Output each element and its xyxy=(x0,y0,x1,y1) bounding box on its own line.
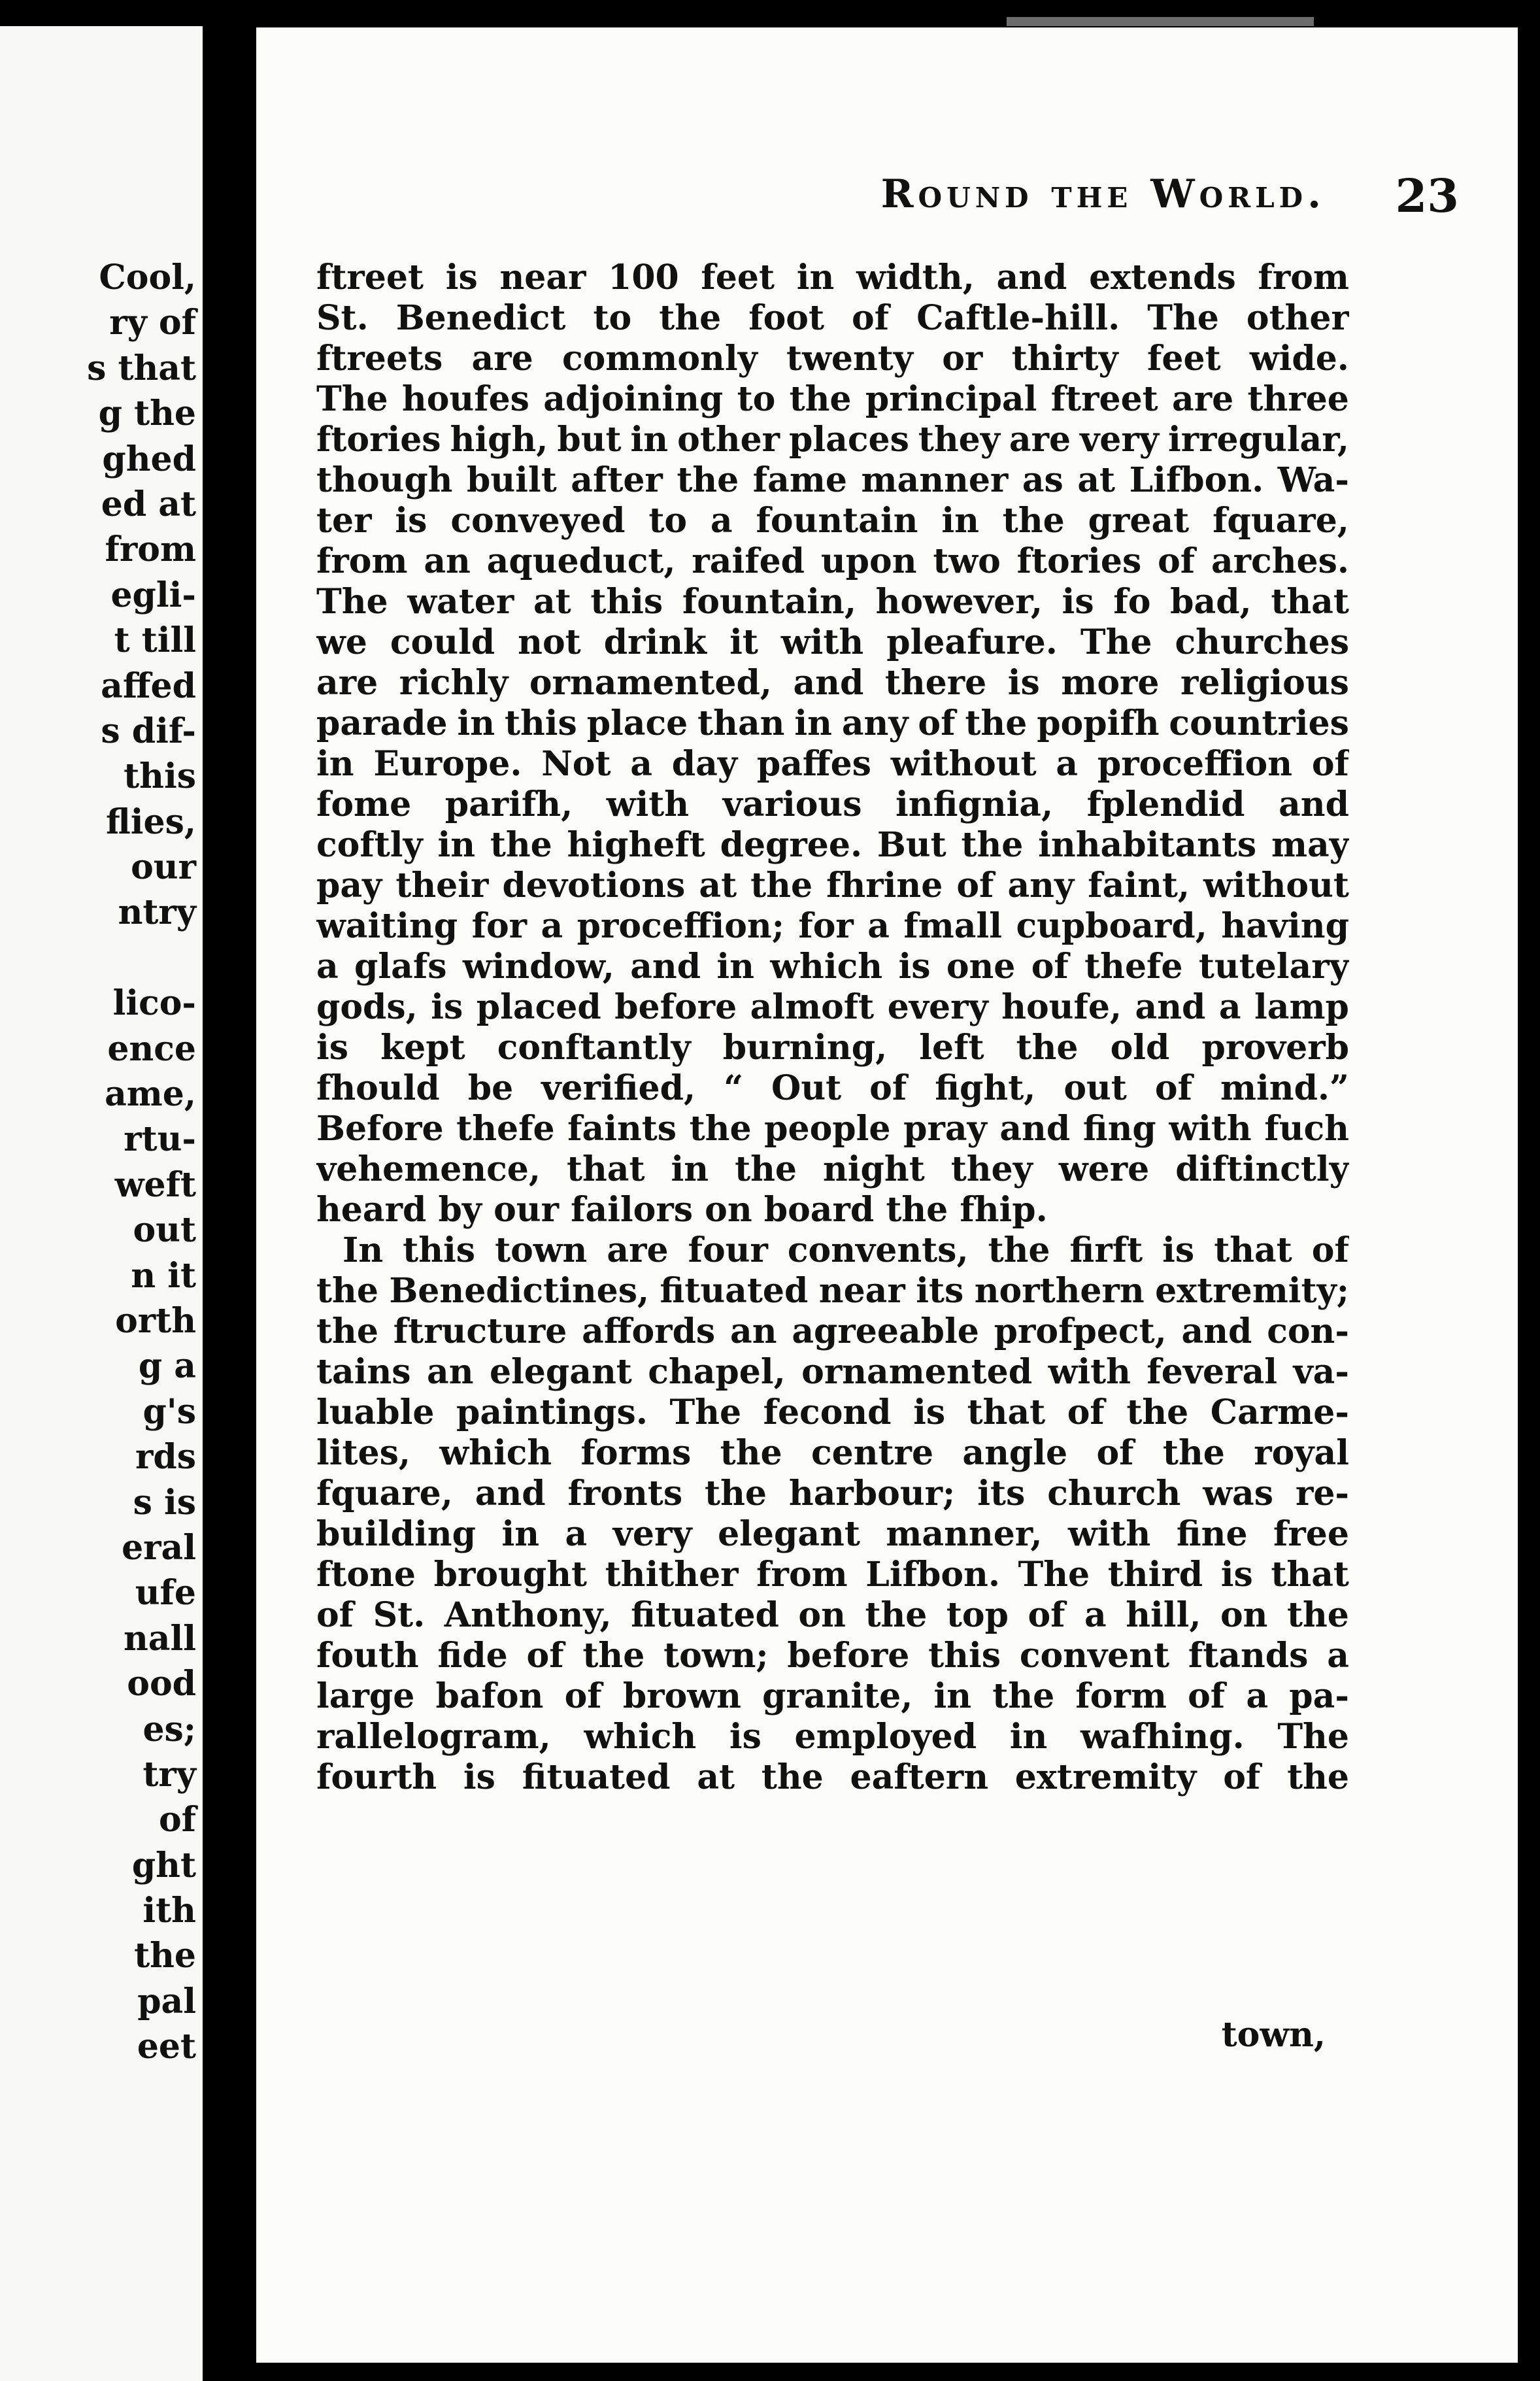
book-page xyxy=(256,27,1518,2363)
left-fragment: s is xyxy=(133,1482,196,1523)
text-line: fome parifh, with various infignia, fplendid and xyxy=(316,785,1349,824)
left-fragment: of xyxy=(158,1800,196,1840)
text-line: fourth is fituated at the eaftern extremity of the xyxy=(316,1757,1349,1797)
left-fragment: g's xyxy=(142,1391,196,1432)
text-line: is kept conftantly burning, left the old proverb xyxy=(316,1028,1349,1068)
left-fragment: ood xyxy=(127,1664,196,1704)
left-page-text-fragments xyxy=(0,255,196,2070)
text-line: waiting for a proceffion; for a fmall cupboard, having xyxy=(316,906,1349,946)
left-fragment: t till xyxy=(114,620,196,661)
left-fragment: flies, xyxy=(105,802,196,842)
left-fragment: from xyxy=(105,530,196,570)
text-line: The houfes adjoining to the principal ftreet are three xyxy=(316,379,1349,419)
left-fragment: rds xyxy=(135,1437,196,1478)
text-line: lites, which forms the centre angle of the royal xyxy=(316,1433,1349,1473)
left-fragment: rtu- xyxy=(124,1119,196,1160)
running-head: Round the World. xyxy=(880,171,1326,217)
left-fragment: egli- xyxy=(110,575,196,615)
left-facing-page xyxy=(0,26,203,2381)
left-fragment: n it xyxy=(131,1255,196,1296)
text-line: ftreets are commonly twenty or thirty feet wide. xyxy=(316,339,1349,379)
left-fragment: g the xyxy=(98,394,196,434)
catchword: town, xyxy=(1221,2015,1326,2055)
left-fragment: this xyxy=(124,756,196,797)
text-line: tains an elegant chapel, ornamented with feveral va- xyxy=(316,1352,1349,1392)
text-line: large bafon of brown granite, in the form of a pa- xyxy=(316,1676,1349,1716)
left-fragment: lico- xyxy=(112,983,196,1024)
left-fragment: pal xyxy=(137,1981,196,2021)
left-fragment: ght xyxy=(131,1845,196,1885)
text-line: we could not drink it with pleafure. The churches xyxy=(316,622,1349,662)
left-fragment: ame, xyxy=(105,1074,196,1115)
left-fragment: the xyxy=(134,1936,196,1976)
left-fragment: weft xyxy=(114,1164,196,1205)
left-fragment: ry of xyxy=(109,303,196,343)
left-fragment: ntry xyxy=(118,892,196,933)
scan-edge-strip xyxy=(1007,17,1314,26)
left-fragment: s that xyxy=(87,348,196,388)
text-line: The water at this fountain, however, is fo bad, that xyxy=(316,582,1349,622)
text-line: the ftructure affords an agreeable profpect, and con- xyxy=(316,1311,1349,1351)
text-line: heard by our failors on board the fhip. xyxy=(316,1190,1048,1230)
text-line: St. Benedict to the foot of Caftle-hill. The other xyxy=(316,298,1349,338)
text-line: parade in this place than in any of the popifh countries xyxy=(316,703,1349,743)
left-fragment: g a xyxy=(138,1346,196,1387)
text-line: vehemence, that in the night they were diftinctly xyxy=(316,1149,1349,1189)
text-line: Before thefe faints the people pray and fing with fuch xyxy=(316,1109,1349,1149)
text-line: luable paintings. The fecond is that of the Carme- xyxy=(316,1393,1349,1432)
text-line: of St. Anthony, fituated on the top of a hill, on the xyxy=(316,1595,1349,1635)
text-line: ftone brought thither from Lifbon. The third is that xyxy=(316,1555,1349,1595)
left-fragment: orth xyxy=(115,1300,196,1341)
text-line: coftly in the higheft degree. But the inhabitants may xyxy=(316,825,1349,865)
text-line: In this town are four convents, the firft is that of xyxy=(343,1230,1349,1270)
left-fragment xyxy=(0,936,196,981)
text-line: ftreet is near 100 feet in width, and extends from xyxy=(316,258,1349,297)
text-line: pay their devotions at the fhrine of any faint, without xyxy=(316,866,1349,905)
left-fragment: ence xyxy=(107,1028,196,1069)
left-fragment: ghed xyxy=(102,439,196,479)
left-fragment: our xyxy=(131,847,196,888)
text-line: fouth fide of the town; before this convent ftands a xyxy=(316,1636,1349,1676)
text-line: fquare, and fronts the harbour; its church was re- xyxy=(316,1474,1349,1513)
body-text xyxy=(316,258,1349,1798)
left-fragment: try xyxy=(142,1754,196,1795)
text-line: from an aqueduct, raifed upon two ftories of arches. xyxy=(316,541,1349,581)
text-line: rallelogram, which is employed in wafhing. The xyxy=(316,1717,1349,1757)
text-line: the Benedictines, fituated near its northern extremity; xyxy=(316,1271,1349,1311)
left-fragment: ith xyxy=(142,1891,196,1931)
left-fragment: ed at xyxy=(101,484,196,524)
left-fragment: eral xyxy=(122,1527,196,1568)
text-line: are richly ornamented, and there is more religious xyxy=(316,663,1349,703)
text-line: though built after the fame manner as at Lifbon. Wa- xyxy=(316,460,1349,500)
text-line: a glafs window, and in which is one of thefe tutelary xyxy=(316,947,1349,987)
text-line: ftories high, but in other places they are very irregular, xyxy=(316,420,1349,460)
text-line: building in a very elegant manner, with fine free xyxy=(316,1514,1349,1554)
left-fragment: out xyxy=(133,1210,196,1251)
page-number: 23 xyxy=(1395,169,1459,223)
left-fragment: affed xyxy=(101,666,196,706)
text-line: fhould be verified, “ Out of fight, out of mind.” xyxy=(316,1068,1349,1108)
left-fragment: nall xyxy=(123,1618,196,1659)
left-fragment: eet xyxy=(137,2027,196,2067)
left-fragment: Cool, xyxy=(99,258,196,297)
left-fragment: ufe xyxy=(135,1573,196,1613)
text-line: gods, is placed before almoft every houfe, and a lamp xyxy=(316,987,1349,1027)
left-fragment: s dif- xyxy=(101,711,196,751)
text-line: ter is conveyed to a fountain in the great fquare, xyxy=(316,501,1349,541)
left-fragment: es; xyxy=(142,1709,196,1749)
text-line: in Europe. Not a day paffes without a proceffion of xyxy=(316,744,1349,784)
